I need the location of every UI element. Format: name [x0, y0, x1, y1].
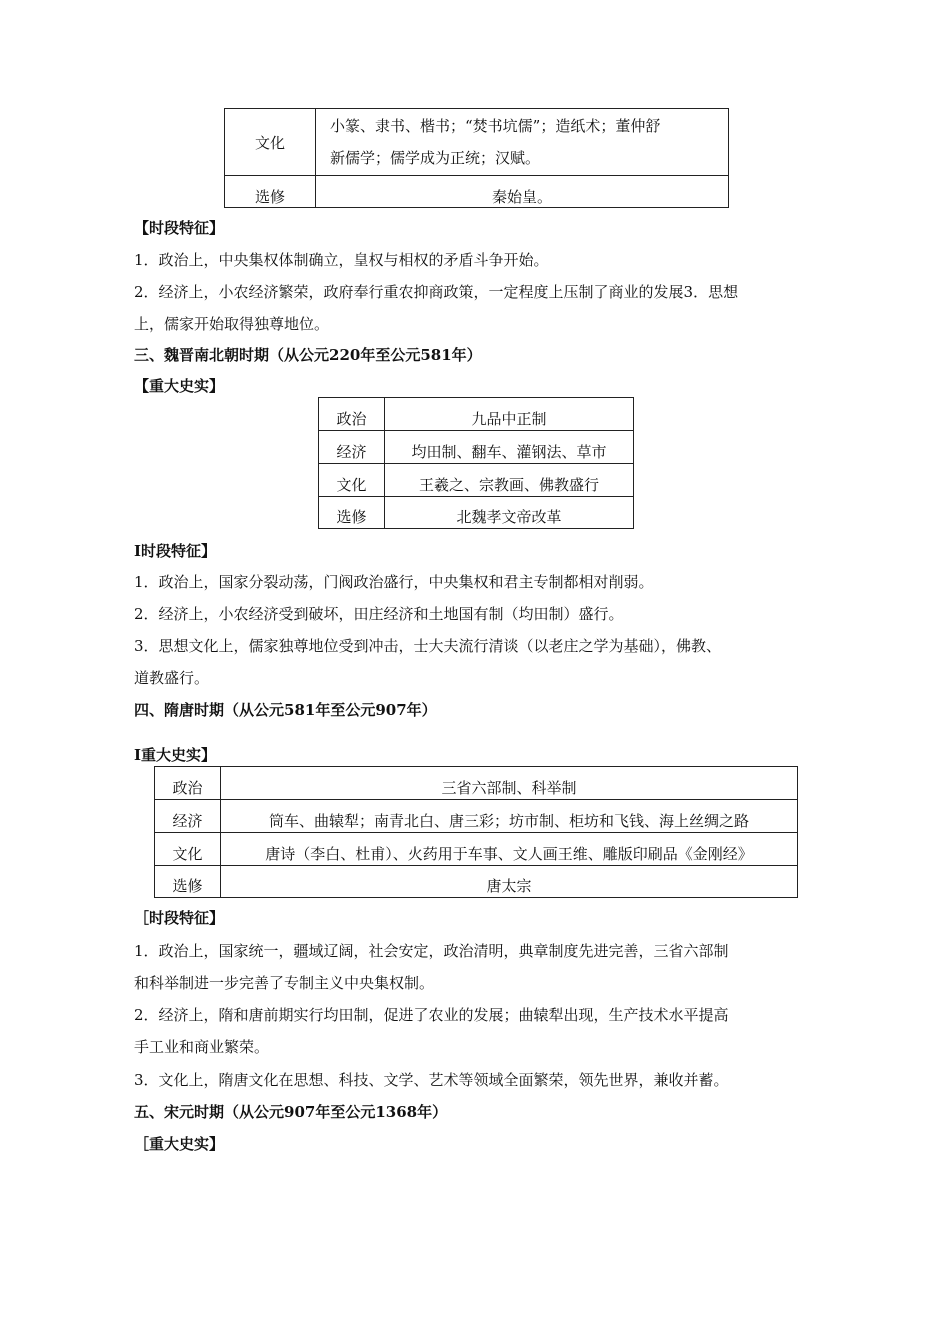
paragraph: 1．政治上，中央集权体制确立，皇权与相权的矛盾斗争开始。	[134, 251, 549, 269]
section-range: （从公元220年至公元581年）	[269, 346, 482, 364]
culture-table-qin-han	[224, 108, 729, 208]
paragraph: 3．思想文化上，儒家独尊地位受到冲击，士大夫流行清谈（以老庄之学为基础），佛教、	[134, 637, 722, 655]
row-value: 唐诗（李白、杜甫）、火药用于车事、文人画王维、雕版印刷品《金刚经》	[221, 833, 798, 866]
paragraph: 2．经济上，小农经济受到破坏，田庄经济和土地国有制（均田制）盛行。	[134, 605, 624, 623]
paragraph: 2．经济上，小农经济繁荣，政府奉行重农抑商政策，一定程度上压制了商业的发展3．思想	[134, 283, 739, 301]
row-label: 文化	[225, 109, 316, 176]
section-title-text: 三、魏晋南北朝时期	[134, 346, 270, 364]
row-label: 文化	[319, 464, 385, 497]
section-heading: I时段特征】	[134, 542, 217, 560]
table-row	[225, 109, 729, 176]
row-value: 均田制、翻车、灌钢法、草市	[385, 431, 634, 464]
section-title	[134, 345, 482, 365]
row-value: 筒车、曲辕犁；南青北白、唐三彩；坊市制、柜坊和飞钱、海上丝绸之路	[221, 800, 798, 833]
row-label: 文化	[155, 833, 221, 866]
paragraph: 道教盛行。	[134, 669, 210, 687]
row-label: 经济	[155, 800, 221, 833]
paragraph: 3．文化上，隋唐文化在思想、科技、文学、艺术等领域全面繁荣，领先世界，兼收并蓄。	[134, 1071, 729, 1089]
row-label: 经济	[319, 431, 385, 464]
paragraph: 1．政治上，国家统一，疆域辽阔，社会安定，政治清明，典章制度先进完善，三省六部制	[134, 942, 729, 960]
table-row	[155, 866, 798, 898]
table-row	[319, 497, 634, 529]
row-value: 三省六部制、科举制	[221, 767, 798, 800]
section-heading: I重大史实】	[134, 746, 217, 764]
row-value-line: 小篆、隶书、楷书；“焚书坑儒”；造纸术；董仲舒	[330, 117, 661, 135]
table-row	[319, 431, 634, 464]
section-heading: ［时段特征】	[134, 909, 225, 927]
section-title	[134, 700, 437, 720]
section-title-text: 四、隋唐时期	[134, 701, 225, 719]
row-value: 王羲之、宗教画、佛教盛行	[385, 464, 634, 497]
row-value-line: 新儒学；儒学成为正统；汉赋。	[330, 149, 541, 167]
section-range: （从公元907年至公元1368年）	[224, 1103, 448, 1121]
table-row	[155, 800, 798, 833]
table-row	[319, 398, 634, 431]
section-title	[134, 1102, 447, 1122]
table-row	[225, 176, 729, 208]
row-value: 九品中正制	[385, 398, 634, 431]
table-row	[319, 464, 634, 497]
section-heading: 【时段特征】	[134, 219, 225, 237]
row-value: 北魏孝文帝改革	[385, 497, 634, 529]
row-label: 选修	[155, 866, 221, 898]
paragraph: 上，儒家开始取得独尊地位。	[134, 315, 330, 333]
row-label: 政治	[155, 767, 221, 800]
row-value: 唐太宗	[221, 866, 798, 898]
paragraph: 手工业和商业繁荣。	[134, 1038, 270, 1056]
row-value	[316, 109, 729, 176]
row-value: 秦始皇。	[316, 176, 729, 208]
table-row	[155, 767, 798, 800]
table-row	[155, 833, 798, 866]
facts-table-suitang	[154, 766, 798, 898]
paragraph: 1．政治上，国家分裂动荡，门阀政治盛行，中央集权和君主专制都相对削弱。	[134, 573, 654, 591]
facts-table-weijin	[318, 397, 634, 529]
row-label: 选修	[319, 497, 385, 529]
row-label: 选修	[225, 176, 316, 208]
paragraph: 2．经济上，隋和唐前期实行均田制，促进了农业的发展；曲辕犁出现，生产技术水平提高	[134, 1006, 729, 1024]
section-heading: 【重大史实】	[134, 377, 225, 395]
row-label: 政治	[319, 398, 385, 431]
paragraph: 和科举制进一步完善了专制主义中央集权制。	[134, 974, 435, 992]
section-heading: ［重大史实】	[134, 1135, 225, 1153]
section-range: （从公元581年至公元907年）	[224, 701, 437, 719]
section-title-text: 五、宋元时期	[134, 1103, 225, 1121]
